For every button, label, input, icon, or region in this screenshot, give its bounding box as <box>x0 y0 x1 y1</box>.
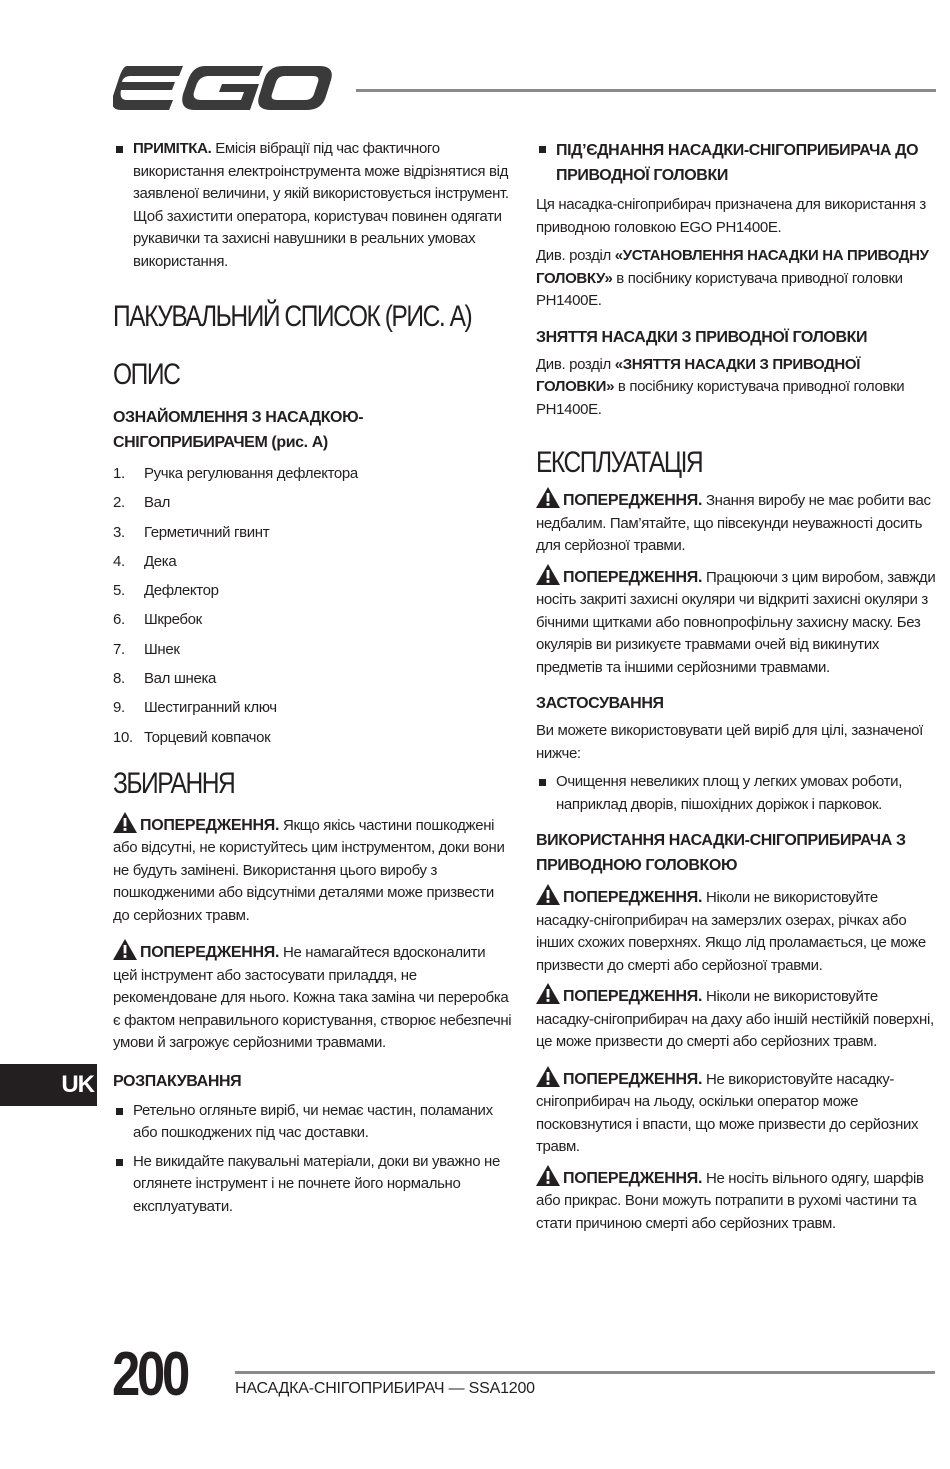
right-column <box>536 138 936 1235</box>
warning-text: Працюючи з цим виробом, завжди носіть закриті захисні окуляри чи відкриті захисні окуляри з бічними щитками або повнопрофільну захисну маску. Без окулярів ви ризикуєте травмами очей від викинутих предметів та іншими серйозними травмами. <box>536 568 936 676</box>
unpacking-title: РОЗПАКУВАННЯ <box>113 1072 242 1090</box>
warning-text: Знання виробу не має робити вас недбалим. Пам’ятайте, що півсекунди неуважності досить для серйозної травми. <box>536 492 931 554</box>
warning-label: ПОПЕРЕДЖЕННЯ. <box>563 1169 703 1187</box>
warning-paragraph <box>536 1066 936 1159</box>
connect-text: Ця насадка-снігоприбирач призначена для використання з приводною головкою EGO PH1400E. <box>536 196 926 236</box>
list-item: 8. Вал шнека <box>113 670 217 688</box>
description-title: ОПИС <box>113 358 180 391</box>
list-item: Не викидайте пакувальні матеріали, доки ви уважно не оглянете інструмент і не почнете його нормально експлуатувати. <box>113 1151 513 1219</box>
remove-reference: Див. розділ «ЗНЯТТЯ НАСАДКИ З ПРИВОДНОЇ ГОЛОВКИ» в посібнику користувача приводної головки PH1400E. <box>536 355 905 418</box>
list-item: 3. Герметичний гвинт <box>113 523 270 541</box>
footer-rule <box>235 1371 935 1374</box>
list-item: 5. Дефлектор <box>113 582 219 600</box>
familiar-title: ОЗНАЙОМЛЕННЯ З НАСАДКОЮ-СНІГОПРИБИРАЧЕМ (рис. A) <box>113 409 364 451</box>
list-item: Ретельно огляньте виріб, чи немає частин, поламаних або пошкоджених під час доставки. <box>113 1100 513 1145</box>
list-item: 2. Вал <box>113 494 171 512</box>
warning-label: ПОПЕРЕДЖЕННЯ. <box>563 1070 703 1088</box>
warning-paragraph <box>536 487 936 558</box>
list-item: 7. Шнек <box>113 640 180 658</box>
note-text: Емісія вібрації під час фактичного використання електроінструмента може відрізнятися від заявленої величини, у якій використовується інструмент. Щоб захистити оператора, користувач повинен одягати рукавички та захисні навушники в реальних умовах використання. <box>133 140 509 270</box>
warning-label: ПОПЕРЕДЖЕННЯ. <box>563 889 703 906</box>
warning-text: Не використовуйте насадку-снігоприбирач на льоду, оскільки оператор може посковзнутися і впасти, що може призвести до серйозних травм. <box>536 1070 919 1155</box>
warning-text: Ніколи не використовуйте насадку-снігоприбирач на замерзлих озерах, річках або інших схожих поверхнях. Якщо лід проламається, це може призвести до смерті або серйозної травми. <box>536 889 926 974</box>
ego-logo <box>113 66 333 114</box>
operation-title: ЕКСПЛУАТАЦІЯ <box>536 446 703 479</box>
warning-icon <box>536 1066 560 1087</box>
application-title: ЗАСТОСУВАННЯ <box>536 695 664 712</box>
assembly-title: ЗБИРАННЯ <box>113 766 235 800</box>
remove-title: ЗНЯТТЯ НАСАДКИ З ПРИВОДНОЇ ГОЛОВКИ <box>536 328 868 346</box>
warning-text: Якщо якісь частини пошкоджені або відсутні, не користуйтесь цим інструментом, доки вони не будуть замінені. Використання цього виробу з пошкодженими або відсутніми деталями може призвести до серйозних травм. <box>113 816 505 924</box>
warning-icon <box>536 564 560 585</box>
warning-icon <box>536 1165 560 1186</box>
warning-text: Не носіть вільного одягу, шарфів або прикрас. Вони можуть потрапити в рухомі частини та стати причиною смерті або серйозних травм. <box>536 1169 924 1232</box>
list-item: 10. Торцевий ковпачок <box>113 728 271 746</box>
footer-title: НАСАДКА-СНІГОПРИБИРАЧ — SSA1200 <box>235 1380 535 1397</box>
parts-list <box>113 459 513 752</box>
warning-label: ПОПЕРЕДЖЕННЯ. <box>563 568 703 586</box>
warning-label: ПОПЕРЕДЖЕННЯ. <box>563 988 703 1005</box>
using-title: ВИКОРИСТАННЯ НАСАДКИ-СНІГОПРИБИРАЧА З ПРИВОДНОЮ ГОЛОВКОЮ <box>536 832 906 874</box>
warning-paragraph <box>113 939 513 1055</box>
list-item: 6. Шкребок <box>113 611 202 629</box>
page-number: 200 <box>112 1340 187 1409</box>
warning-text: Не намагайтеся вдосконалити цей інструмент або застосувати приладдя, не рекомендоване для нього. Кожна така заміна чи переробка є фактом неправильного користування, створює небезпечні умови й загрожує серйозними травмами. <box>113 944 512 1052</box>
left-column <box>113 138 513 1218</box>
warning-icon <box>113 939 137 960</box>
warning-paragraph <box>113 812 513 928</box>
warning-icon <box>536 884 560 905</box>
list-item: 4. Дека <box>113 552 177 570</box>
warning-icon <box>536 487 560 508</box>
note-label: ПРИМІТКА. <box>133 140 212 157</box>
note-paragraph <box>113 138 513 273</box>
warning-paragraph <box>536 1165 936 1236</box>
application-text: Ви можете використовувати цей виріб для цілі, зазначеної нижче: <box>536 722 923 762</box>
language-tab: UK <box>0 1064 97 1106</box>
warning-label: ПОПЕРЕДЖЕННЯ. <box>563 492 703 509</box>
connect-title: ПІД’ЄДНАННЯ НАСАДКИ-СНІГОПРИБИРАЧА ДО ПРИВОДНОЇ ГОЛОВКИ <box>536 138 936 188</box>
warning-label: ПОПЕРЕДЖЕННЯ. <box>140 944 280 962</box>
warning-icon <box>113 812 137 833</box>
connect-reference: Див. розділ «УСТАНОВЛЕННЯ НАСАДКИ НА ПРИВОДНУ ГОЛОВКУ» в посібнику користувача приводної головки PH1400E. <box>536 247 929 309</box>
warning-text: Ніколи не використовуйте насадку-снігоприбирач на даху або іншій нестійкій поверхні, це може призвести до смерті або серйозних травм. <box>536 988 934 1050</box>
list-item: Очищення невеликих площ у легких умовах роботи, наприклад дворів, пішохідних доріжок і парковок. <box>536 771 936 816</box>
list-item: 1. Ручка регулювання дефлектора <box>113 465 358 482</box>
warning-paragraph <box>536 983 936 1054</box>
warning-label: ПОПЕРЕДЖЕННЯ. <box>140 816 280 834</box>
warning-paragraph <box>536 884 936 977</box>
list-item: 9. Шестигранний ключ <box>113 699 277 717</box>
header-rule <box>356 89 936 92</box>
warning-paragraph <box>536 564 936 680</box>
packing-list-title: ПАКУВАЛЬНИЙ СПИСОК (РИС. A) <box>113 300 472 333</box>
warning-icon <box>536 983 560 1004</box>
